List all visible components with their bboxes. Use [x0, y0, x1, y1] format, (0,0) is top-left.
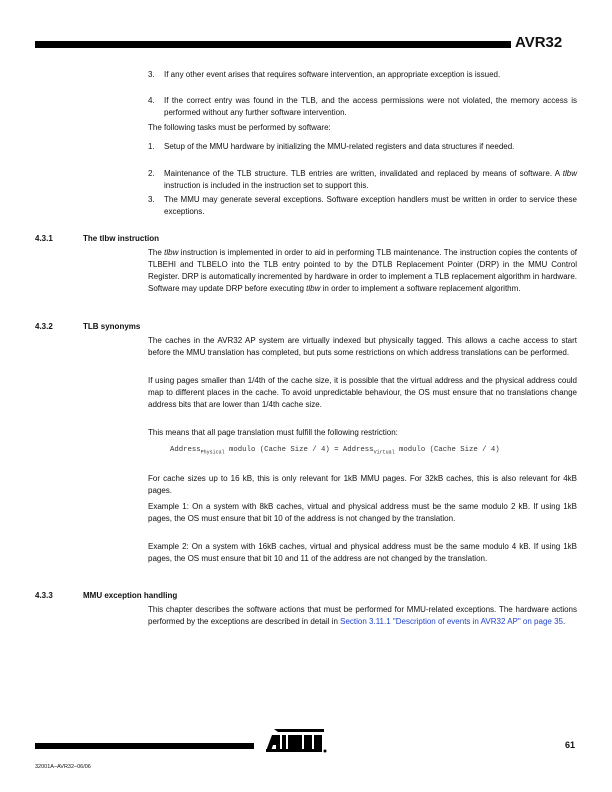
list-item: 1. Setup of the MMU hardware by initializing the MMU-related registers and data structures if needed. — [148, 142, 515, 151]
paragraph: For cache sizes up to 16 kB, this is only relevant for 1kB MMU pages. For 32kB caches, this is also relevant for 4kB pages. — [148, 474, 577, 495]
paragraph: Example 2: On a system with 16kB caches, virtual and physical address must be the same modulo 4 kB. If using 1kB pages, the OS must ensure that bit 10 and 11 of the address are not changed by the translation. — [148, 542, 577, 563]
paragraph: The caches in the AVR32 AP system are virtually indexed but physically tagged. This allows a cache access to start before the MMU translation has completed, but puts some restrictions on which address translations can be performed. — [148, 336, 577, 357]
list-item: 4. If the correct entry was found in the TLB, and the access permissions were not violated, the memory access is performed without any further software intervention. — [148, 96, 577, 117]
header-bar — [35, 41, 511, 48]
section-heading: 4.3.3 MMU exception handling — [35, 591, 178, 600]
paragraph: The tlbw instruction is implemented in order to aid in performing TLB maintenance. The instruction copies the contents of TLBEHI and TLBELO into the TLB entry pointed to by the DTLB Replacement Pointer (DRP) in the MMU Control Register. DRP is automatically incremented by hardware in order to implement a TLB replacement algorithm in hardware. Software may update DRP before executing tlbw in order to implement a software replacement algorithm. — [148, 248, 577, 293]
paragraph: Example 1: On a system with 8kB caches, virtual and physical address must be the same modulo 2 kB. If using 1kB pages, the OS must ensure that bit 10 of the address is not changed by the translation. — [148, 502, 577, 523]
paragraph: This means that all page translation must fulfill the following restriction: — [148, 428, 398, 437]
section-heading: 4.3.1 The tlbw instruction — [35, 234, 159, 243]
section-heading: 4.3.2 TLB synonyms — [35, 322, 141, 331]
code-formula: Address$_{Physical}$ modulo (Cache Size / 4) = Address$_{Virtual}$ modulo (Cache Size / 4) — [170, 446, 500, 456]
list-item: 3. If any other event arises that requires software intervention, an appropriate exception is issued. — [148, 70, 501, 79]
header-title: AVR32 — [515, 34, 563, 51]
page-number: 61 — [565, 740, 576, 750]
footer-bar — [35, 743, 254, 749]
section-link[interactable]: Section 3.11.1 "Description of events in AVR32 AP" on page 35 — [340, 617, 563, 626]
list-item: 3. The MMU may generate several exceptions. Software exception handlers must be written in order to service these exceptions. — [148, 195, 577, 216]
paragraph: This chapter describes the software actions that must be performed for MMU-related exceptions. The hardware actions performed by the exceptions are described in detail in Section 3.11.1 "Description of events in AVR32 AP" on page 35. — [148, 605, 577, 626]
document-code: 32001A–AVR32–06/06 — [35, 764, 91, 770]
atmel-logo — [266, 729, 328, 753]
list-item: 2. Maintenance of the TLB structure. TLB entries are written, invalidated and replaced by means of software. A tlbw instruction is included in the instruction set to support this. — [148, 169, 577, 190]
paragraph: The following tasks must be performed by software: — [148, 123, 331, 132]
paragraph: If using pages smaller than 1/4th of the cache size, it is possible that the virtual address and the physical address could map to different places in the cache. To avoid unpredictable behaviour, the OS must ensure that no translations change address bits that are lower than 1/4th cache size. — [148, 376, 577, 409]
